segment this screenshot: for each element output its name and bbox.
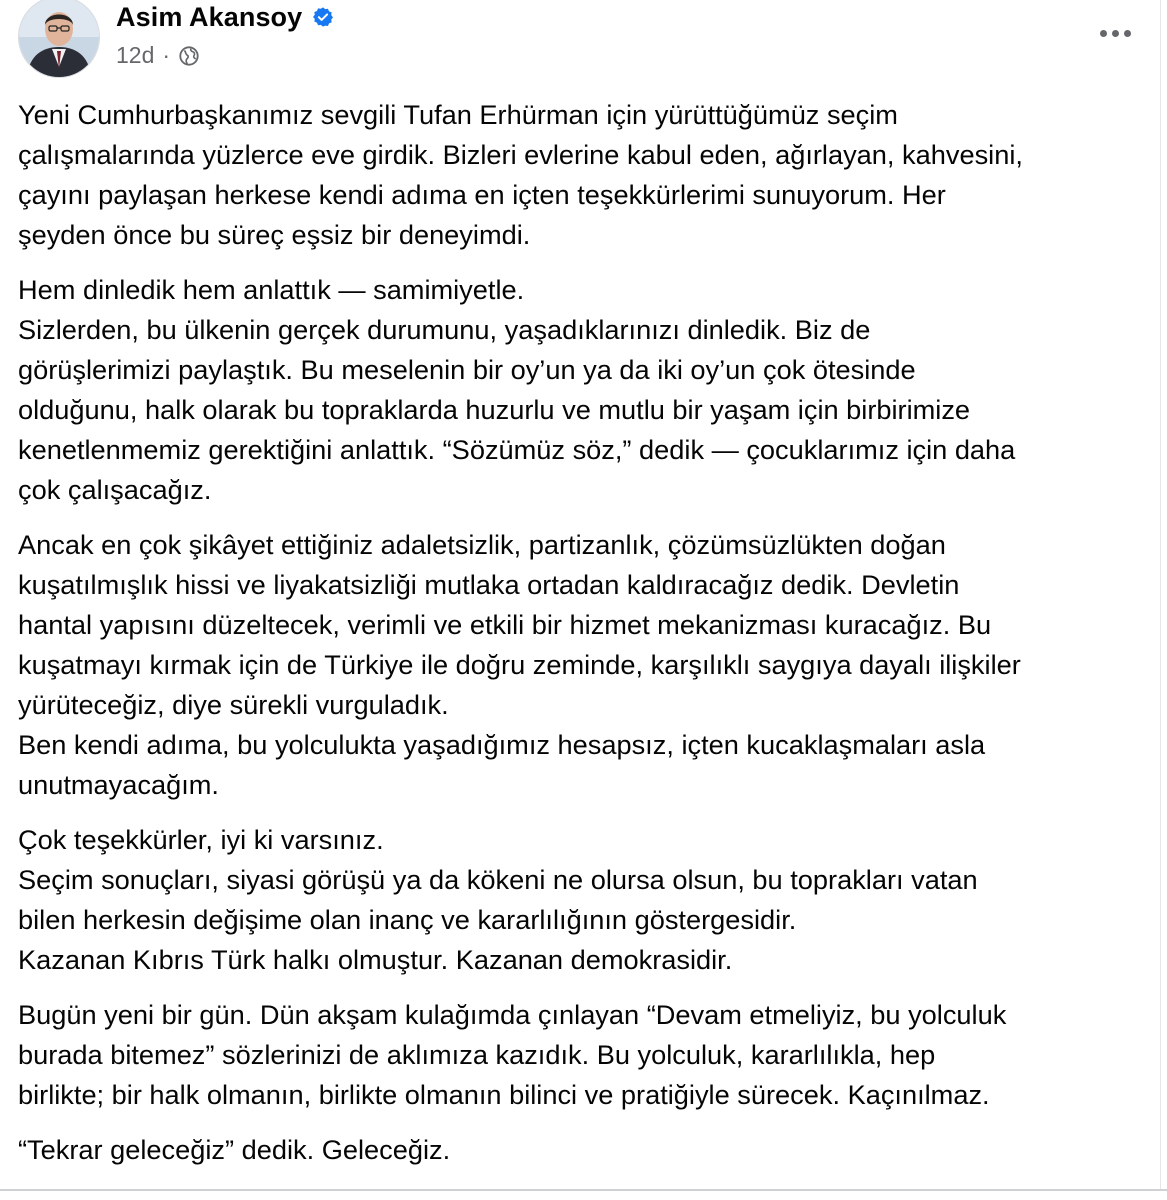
person-avatar-icon [19,0,99,77]
post-paragraph: Çok teşekkürler, iyi ki varsınız. Seçim sonuçları, siyasi görüşü ya da kökeni ne olursa olsun, bu toprakları vatan bilen herkesin değişime olan inanç ve kararlılığının göstergesidir. Kazanan Kıbrıs Türk halkı olmuştur. Kazanan demokrasidir. [18,824,978,975]
author-line [116,0,334,34]
post-paragraph: Yeni Cumhurbaşkanımız sevgili Tufan Erhürman için yürüttüğümüz seçim çalışmalarında yüzlerce eve girdik. Bizleri evlerine kabul eden, ağırlayan, kahvesini, çayını paylaşan herkese kendi adıma en içten teşekkürlerimi sunuyorum. Her şeyden önce bu süreç eşsiz bir deneyimdi. [18,99,1023,250]
more-options-icon[interactable] [1093,18,1137,48]
more-dot [1100,30,1107,37]
divider [0,1189,1167,1191]
meta-separator: · [162,42,171,68]
verified-badge-icon [312,6,334,28]
post-paragraph: Hem dinledik hem anlattık — samimiyetle. Sizlerden, bu ülkenin gerçek durumunu, yaşadıklarınızı dinledik. Biz de görüşlerimizi paylaştık. Bu meselenin bir oy’un ya da iki oy’un çok ötesinde olduğunu, halk olarak bu topraklarda huzurlu ve mutlu bir yaşam için birbirimize kenetlenmemiz gerektiğini anlattık. “Sözümüz söz,” dedik — çocuklarımız için daha çok çalışacağız. [18,274,1016,505]
more-dot [1112,30,1119,37]
author-name[interactable]: Asim Akansoy [116,1,303,32]
more-dot [1124,30,1131,37]
card-border [1160,0,1161,1190]
post-body [18,95,1153,1185]
post-meta [116,42,200,69]
post-paragraph: “Tekrar geleceğiz” dedik. Geleceğiz. [18,1134,451,1165]
post-header [0,0,1167,90]
post-paragraph: Ancak en çok şikâyet ettiğiniz adaletsizlik, partizanlık, çözümsüzlükten doğan kuşatılmışlık hissi ve liyakatsizliği mutlaka ortadan kaldıracağız dedik. Devletin hantal yapısını düzeltecek, verimli ve etkili bir hizmet mekanizması kuracağız. Bu kuşatmayı kırmak için de Türkiye ile doğru zeminde, karşılıklı saygıya dayalı ilişkiler yürüteceğiz, diye sürekli vurguladık. Ben kendi adıma, bu yolculukta yaşadığımız hesapsız, içten kucaklaşmaları asla unutmayacağım. [18,529,1021,800]
post-paragraph: Bugün yeni bir gün. Dün akşam kulağımda çınlayan “Devam etmeliyiz, bu yolculuk burada bitemez” sözlerinizi de aklımıza kazıdık. Bu yolculuk, kararlılıkla, hep birlikte; bir halk olmanın, birlikte olmanın bilinci ve pratiğiyle sürecek. Kaçınılmaz. [18,999,1007,1110]
author-avatar[interactable] [18,0,100,78]
post-timestamp[interactable]: 12d [116,42,155,68]
globe-icon[interactable] [178,45,200,67]
